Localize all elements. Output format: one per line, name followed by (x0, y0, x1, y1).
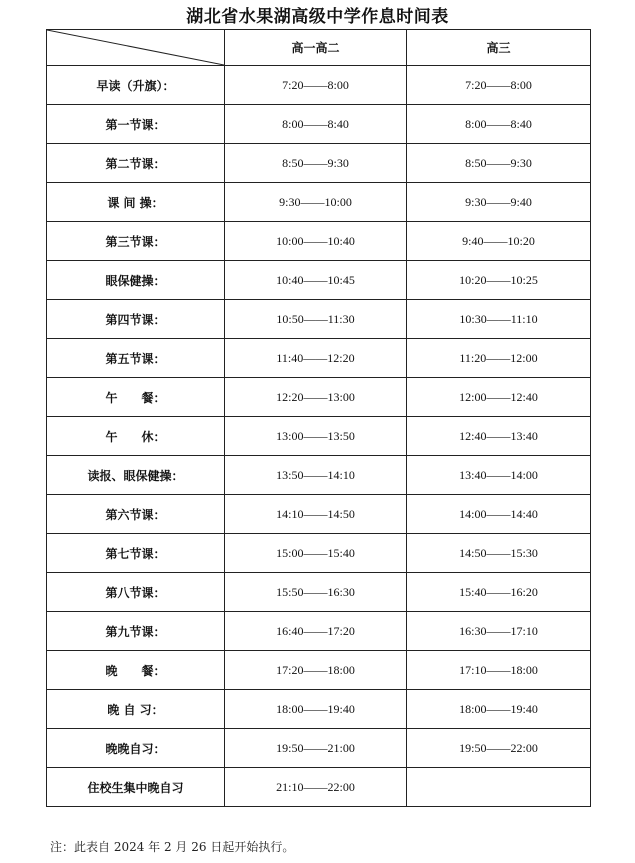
table-row (47, 651, 591, 690)
column-header-grade-1-2: 高一高二 (225, 30, 407, 66)
time-cell-grade-3: 12:40——13:40 (407, 417, 591, 456)
time-cell-grade-3: 13:40——14:00 (407, 456, 591, 495)
table-row (47, 495, 591, 534)
period-label: 第五节课： (47, 339, 225, 378)
time-cell-grade-3: 18:00——19:40 (407, 690, 591, 729)
period-label: 第七节课： (47, 534, 225, 573)
period-label: 午 餐： (47, 378, 225, 417)
period-label: 课 间 操： (47, 183, 225, 222)
table-row (47, 183, 591, 222)
table-row (47, 300, 591, 339)
time-cell-grade-3: 19:50——22:00 (407, 729, 591, 768)
time-cell-grade-1-2: 11:40——12:20 (225, 339, 407, 378)
time-cell-grade-1-2: 19:50——21:00 (225, 729, 407, 768)
time-cell-grade-1-2: 15:50——16:30 (225, 573, 407, 612)
period-label: 第六节课： (47, 495, 225, 534)
table-row (47, 66, 591, 105)
time-cell-grade-1-2: 18:00——19:40 (225, 690, 407, 729)
table-row (47, 417, 591, 456)
time-cell-grade-1-2: 10:50——11:30 (225, 300, 407, 339)
schedule-table (46, 29, 591, 807)
period-label: 住校生集中晚自习 (47, 768, 225, 807)
time-cell-grade-1-2: 8:00——8:40 (225, 105, 407, 144)
header-corner-cell (47, 30, 225, 66)
period-label: 读报、眼保健操： (47, 456, 225, 495)
time-cell-grade-1-2: 15:00——15:40 (225, 534, 407, 573)
table-row (47, 378, 591, 417)
time-cell-grade-1-2: 10:40——10:45 (225, 261, 407, 300)
time-cell-grade-3: 11:20——12:00 (407, 339, 591, 378)
period-label: 晚 餐： (47, 651, 225, 690)
table-row (47, 612, 591, 651)
time-cell-grade-1-2: 12:20——13:00 (225, 378, 407, 417)
time-cell-grade-3: 9:40——10:20 (407, 222, 591, 261)
time-cell-grade-1-2: 7:20——8:00 (225, 66, 407, 105)
period-label: 第四节课： (47, 300, 225, 339)
time-cell-grade-3: 9:30——9:40 (407, 183, 591, 222)
period-label: 第二节课： (47, 144, 225, 183)
table-row (47, 573, 591, 612)
time-cell-grade-1-2: 10:00——10:40 (225, 222, 407, 261)
schedule-body (47, 66, 591, 807)
period-label: 晚晚自习： (47, 729, 225, 768)
time-cell-grade-3: 10:30——11:10 (407, 300, 591, 339)
table-row (47, 729, 591, 768)
time-cell-grade-3: 7:20——8:00 (407, 66, 591, 105)
period-label: 第一节课： (47, 105, 225, 144)
time-cell-grade-1-2: 9:30——10:00 (225, 183, 407, 222)
footnote: 注：此表自 2024 年 2 月 26 日起开始执行。 (50, 840, 295, 854)
time-cell-grade-3: 8:50——9:30 (407, 144, 591, 183)
period-label: 眼保健操： (47, 261, 225, 300)
period-label: 晚 自 习： (47, 690, 225, 729)
diagonal-divider-line (47, 30, 224, 65)
table-row (47, 534, 591, 573)
table-row (47, 339, 591, 378)
table-row (47, 768, 591, 807)
table-header-row (47, 30, 591, 66)
time-cell-grade-3 (407, 768, 591, 807)
time-cell-grade-3: 8:00——8:40 (407, 105, 591, 144)
time-cell-grade-3: 12:00——12:40 (407, 378, 591, 417)
period-label: 第八节课： (47, 573, 225, 612)
table-row (47, 222, 591, 261)
time-cell-grade-3: 16:30——17:10 (407, 612, 591, 651)
period-label: 第九节课： (47, 612, 225, 651)
time-cell-grade-3: 10:20——10:25 (407, 261, 591, 300)
table-row (47, 144, 591, 183)
period-label: 第三节课： (47, 222, 225, 261)
table-row (47, 456, 591, 495)
page-title: 湖北省水果湖高级中学作息时间表 (186, 7, 449, 27)
time-cell-grade-1-2: 17:20——18:00 (225, 651, 407, 690)
time-cell-grade-1-2: 8:50——9:30 (225, 144, 407, 183)
time-cell-grade-1-2: 13:00——13:50 (225, 417, 407, 456)
time-cell-grade-3: 14:50——15:30 (407, 534, 591, 573)
table-row (47, 105, 591, 144)
period-label: 午 休： (47, 417, 225, 456)
period-label: 早读（升旗）： (47, 66, 225, 105)
table-row (47, 690, 591, 729)
time-cell-grade-3: 17:10——18:00 (407, 651, 591, 690)
time-cell-grade-1-2: 14:10——14:50 (225, 495, 407, 534)
column-header-grade-3: 高三 (407, 30, 591, 66)
time-cell-grade-1-2: 13:50——14:10 (225, 456, 407, 495)
time-cell-grade-3: 15:40——16:20 (407, 573, 591, 612)
time-cell-grade-1-2: 21:10——22:00 (225, 768, 407, 807)
time-cell-grade-1-2: 16:40——17:20 (225, 612, 407, 651)
time-cell-grade-3: 14:00——14:40 (407, 495, 591, 534)
table-row (47, 261, 591, 300)
